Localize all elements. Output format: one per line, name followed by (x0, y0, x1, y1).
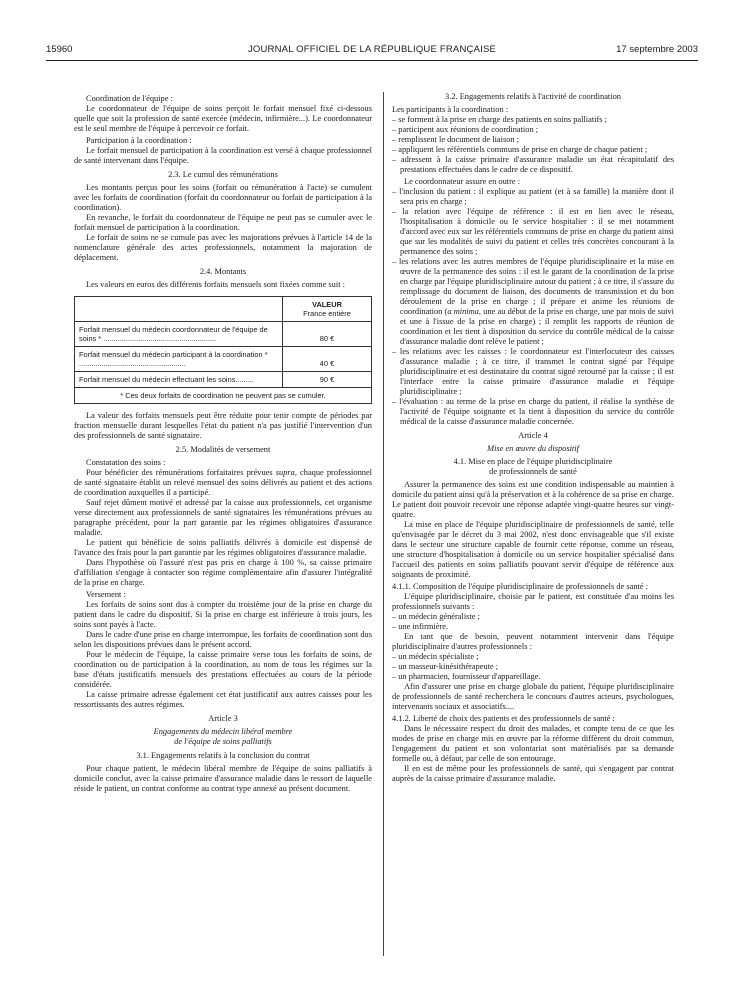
tariff-table (74, 296, 372, 404)
section-2-3-title: 2.3. Le cumul des rémunérations (168, 170, 278, 179)
list-item: – appliquent les référentiels communs de prise en charge de chaque patient ; (392, 145, 648, 154)
list-item: – l'évaluation : au terme de la prise en charge du patient, il réalise la synthèse de l'activité de l'équipe soignante et la tient à disposition du service du contrôle médical de la caisse d'assurance maladie concernée. (392, 397, 674, 426)
constatation-text-a: Pour bénéficier des rémunérations forfaitaires prévues (86, 468, 276, 477)
section-3-1-paragraph: Pour chaque patient, le médecin libéral membre de l'équipe de soins palliatifs à domicile conclut, avec la caisse primaire d'assurance maladie dans le ressort de laquelle réside le patient, un contrat conforme au contrat type annexé au présent document. (74, 764, 372, 793)
section-3-1-title: 3.1. Engagements relatifs à la conclusion du contrat (136, 751, 310, 760)
participation-label: Participation à la coordination : (86, 136, 192, 145)
versement-label: Versement : (86, 590, 126, 599)
table-footnote: * Ces deux forfaits de coordination ne peuvent pas se cumuler. (75, 388, 372, 404)
list-item: – une infirmière. (392, 622, 449, 631)
list-item: – adressent à la caisse primaire d'assurance maladie un état récapitulatif des prestations effectuées dans le cadre de ce dispositif. (392, 155, 674, 174)
right-column (392, 92, 674, 784)
section-4-1-2-title: 4.1.2. Liberté de choix des patients et des professionnels de santé : (392, 714, 615, 723)
coordinator-label: Le coordonnateur assure en outre : (404, 177, 521, 186)
issue-date: 17 septembre 2003 (616, 44, 698, 55)
versement-paragraph-3: Pour le médecin de l'équipe, la caisse primaire verse tous les forfaits de soins, de coordination ou de participation à la coordination, au nom de tous les régimes sur la base d'états justificatifs mensuels des prestations effectuées au cours de la période considérée. (74, 650, 372, 689)
table-cell-label: Forfait mensuel du médecin participant à la coordination * .................................................... (75, 347, 283, 372)
value-header: VALEUR (312, 300, 342, 309)
item-text-a: – les relations avec les autres membres de l'équipe pluridisciplinaire et la mise en œuvre de la permanence des soins : il est le garant de la coordination de la prise en charge par l'équipe pluridisciplinaire autour du patient ; à ce titre, il s'assure du remplissage du document de liaison, des documents de transmission et du bon déroulement de la prise en charge ; il prépare et anime les réunions de coordination ( (392, 257, 674, 316)
list-item: – la relation avec l'équipe de référence : il est en lien avec le réseau, l'hospitalisation à domicile ou le service hospitalier : il se met notamment d'accord avec eux sur les référentiels communs de prise en charge du patient ainsi que sur les modalités de suivi du patient et celles très concrètes concourant à la permanence des soins ; (392, 207, 674, 256)
list-item: – un masseur-kinésithérapeute ; (392, 662, 499, 671)
article-4-subtitle: Mise en œuvre du dispositif (487, 444, 579, 453)
list-item: – remplissent le document de liaison ; (392, 135, 519, 144)
constatation-text-italic: supra (275, 468, 295, 477)
table-row (75, 322, 372, 347)
table-cell-value: 40 € (283, 347, 372, 372)
participation-paragraph: Le forfait mensuel de participation à la coordination est versé à chaque professionnel de santé intervenant dans l'équipe. (74, 146, 372, 165)
section-2-5-title: 2.5. Modalités de versement (175, 445, 271, 454)
table-cell-value: 80 € (283, 322, 372, 347)
journal-title: JOURNAL OFFICIEL DE LA RÉPUBLIQUE FRANÇAISE (247, 44, 497, 55)
section-2-3-paragraph-3: Le forfait de soins ne se cumule pas avec les majorations prévues à l'article 14 de la nomenclature générale des actes professionnels, notamment la majoration de déplacement. (74, 233, 372, 262)
versement-paragraph-4: La caisse primaire adresse également cet état justificatif aux autres caisses pour les ressortissants des autres régimes. (74, 690, 372, 709)
section-2-3-paragraph-2: En revanche, le forfait du coordonnateur de l'équipe ne peut pas se cumuler avec le forfait mensuel de participation à la coordination. (74, 213, 372, 232)
list-item: – un médecin spécialiste ; (392, 652, 479, 661)
versement-paragraph-2: Dans le cadre d'une prise en charge interrompue, les forfaits de coordination sont dus selon les dispositions prévues dans le présent accord. (74, 630, 372, 649)
constatation-paragraph-4: Dans l'hypothèse où l'assuré n'est pas pris en charge à 100 %, sa caisse primaire d'affiliation s'engage à contacter son régime complémentaire afin d'assurer l'intégralité de la prise en charge. (74, 558, 372, 587)
section-2-4-title: 2.4. Montants (199, 267, 247, 276)
section-4-1-2-paragraph-1: Dans le nécessaire respect du droit des malades, et compte tenu de ce que les modes de prise en charge mis en œuvre par la réforme diffèrent du droit commun, l'engagement du patient et son volontariat sont matérialisés par sa demande formelle ou, à défaut, par celle de son entourage. (392, 724, 674, 763)
constatation-paragraph-2: Sauf rejet dûment motivé et adressé par la caisse aux professionnels, cet organisme verse directement aux professionnels de santé signataires les rémunérations prévues au paragraphe précédent, pour la part garantie par les régimes obligatoires d'assurance maladie. (74, 498, 372, 537)
table-footnote-row (75, 388, 372, 404)
section-4-1-1-paragraph-2: En tant que de besoin, peuvent notamment intervenir dans l'équipe pluridisciplinaire d'autres professionnels : (392, 632, 674, 651)
list-item (392, 257, 674, 347)
constatation-paragraph-3: Le patient qui bénéficie de soins palliatifs délivrés à domicile est dispensé de l'avance des frais pour la part garantie par les régimes obligatoires d'assurance maladie. (74, 538, 372, 557)
table-cell-label: Forfait mensuel du médecin effectuant les soins......... (75, 372, 283, 388)
section-2-3-paragraph-1: Les montants perçus pour les soins (forfait ou rémunération à l'acte) se cumulent avec les forfaits de coordination (forfait du coordonnateur ou forfait de participation à la coordination). (74, 183, 372, 212)
section-4-1-title-2: de professionnels de santé (489, 467, 577, 476)
section-4-1-title-1: 4.1. Mise en place de l'équipe pluridisciplinaire (453, 457, 613, 466)
section-4-1-2-paragraph-2: Il en est de même pour les professionnels de santé, qui s'engagent par contrat auprès de la caisse primaire d'assurance maladie. (392, 764, 674, 783)
section-3-2-title: 3.2. Engagements relatifs à l'activité de coordination (445, 92, 621, 101)
section-4-1-1-paragraph-1: L'équipe pluridisciplinaire, choisie par le patient, est constituée d'au moins les professionnels suivants : (392, 592, 674, 611)
list-item: – les relations avec les caisses : le coordonnateur est l'interlocuteur des caisses d'assurance maladie ; à ce titre, il transmet le contrat signé par l'équipe pluridisciplinaire et est destinataire du contrat signé retourné par la caisse ; il est l'interface entre la caisse primaire d'assurance maladie et l'équipe pluridisciplinaire ; (392, 347, 674, 396)
value-subheader: France entière (303, 309, 351, 318)
left-column (74, 92, 372, 794)
table-row (75, 347, 372, 372)
header-rule (46, 60, 698, 61)
column-divider (383, 92, 384, 956)
list-item: – un pharmacien, fournisseur d'appareillage. (392, 672, 541, 681)
table-cell-label: Forfait mensuel du médecin coordonnateur de l'équipe de soins * ....................................................... (75, 322, 283, 347)
list-item: – un médecin généraliste ; (392, 612, 480, 621)
constatation-label: Constatation des soins : (86, 458, 166, 467)
article-3-subtitle-1: Engagements du médecin libéral membre (153, 727, 293, 736)
section-4-1-paragraph-2: La mise en place de l'équipe pluridisciplinaire de professionnels de santé, telle qu'envisagée par le décret du 3 mai 2002, n'est donc envisageable que s'il existe dans le secteur une structure capable de fournir cette réponse, comme un réseau, une structure d'hospitalisation à domicile ou un service hospitalier spécialisé dans l'accueil des patients en soins palliatifs pouvant servir d'équipe de référence aux soignants de proximité. (392, 520, 674, 579)
article-3-title: Article 3 (208, 714, 238, 723)
section-2-4-paragraph-1: Les valeurs en euros des différents forfaits mensuels sont fixées comme suit : (86, 280, 345, 289)
list-item: – l'inclusion du patient : il explique au patient (et à sa famille) la manière dont il sera pris en charge ; (392, 187, 674, 206)
versement-paragraph-1: Les forfaits de soins sont dus à compter du troisième jour de la prise en charge du patient dans le cadre du dispositif. Si la prise en charge est inférieure à trois jours, les soins sont payés à l'acte. (74, 600, 372, 629)
section-4-1-1-paragraph-3: Afin d'assurer une prise en charge globale du patient, l'équipe pluridisciplinaire de professionnels de santé recherchera le concours d'autres acteurs, psychologues, intervenants sociaux et associatifs.... (392, 682, 674, 711)
table-cell-value: 90 € (283, 372, 372, 388)
item-text-b: , une au début de la prise en charge, une par mois de suivi et une à l'issue de la prise en charge) ; il remplit les rapports de réunion de coordination et les tient à disposition du service du contrôle médical de la caisse d'assurance maladie dont relève le patient ; (400, 307, 675, 346)
section-2-4-paragraph-2: La valeur des forfaits mensuels peut être réduite pour tenir compte de périodes par fraction mensuelle durant lesquelles l'état du patient n'a pas justifié l'intervention d'un des professionnels de santé signataire. (74, 411, 372, 440)
coordination-label: Coordination de l'équipe : (86, 94, 173, 103)
table-header-row (75, 297, 372, 322)
list-item: – se forment à la prise en charge des patients en soins palliatifs ; (392, 115, 607, 124)
item-text-italic: a minima (447, 307, 479, 316)
participants-label: Les participants à la coordination : (392, 105, 509, 114)
table-header-value (283, 297, 372, 322)
constatation-paragraph-1 (74, 468, 372, 498)
article-3-subtitle-2: de l'équipe de soins palliatifs (174, 737, 272, 746)
table-header-blank (75, 297, 283, 322)
section-4-1-paragraph-1: Assurer la permanence des soins est une condition indispensable au maintien à domicile du patient ainsi qu'à la préservation et à la cohérence de sa prise en charge. Le patient doit pouvoir recevoir une réponse adaptée vingt-quatre heures sur vingt-quatre. (392, 480, 674, 519)
list-item: – participent aux réunions de coordination ; (392, 125, 539, 134)
page-number: 15960 (46, 44, 73, 55)
table-row (75, 372, 372, 388)
section-4-1-1-title: 4.1.1. Composition de l'équipe pluridisciplinaire de professionnels de santé : (392, 582, 648, 591)
coordination-paragraph: Le coordonnateur de l'équipe de soins perçoit le forfait mensuel fixé ci-dessous quelle que soit la profession de santé exercée (médecin, infirmière...). Le coordonnateur est le seul membre de l'équipe à percevoir ce forfait. (74, 104, 372, 133)
page-header (46, 44, 698, 58)
article-4-title: Article 4 (518, 431, 548, 440)
constatation-text-b: , chaque professionnel de santé signataire établit un relevé mensuel des soins délivrés au patient et des actions de coordination auxquelles il a participé. (74, 468, 372, 497)
